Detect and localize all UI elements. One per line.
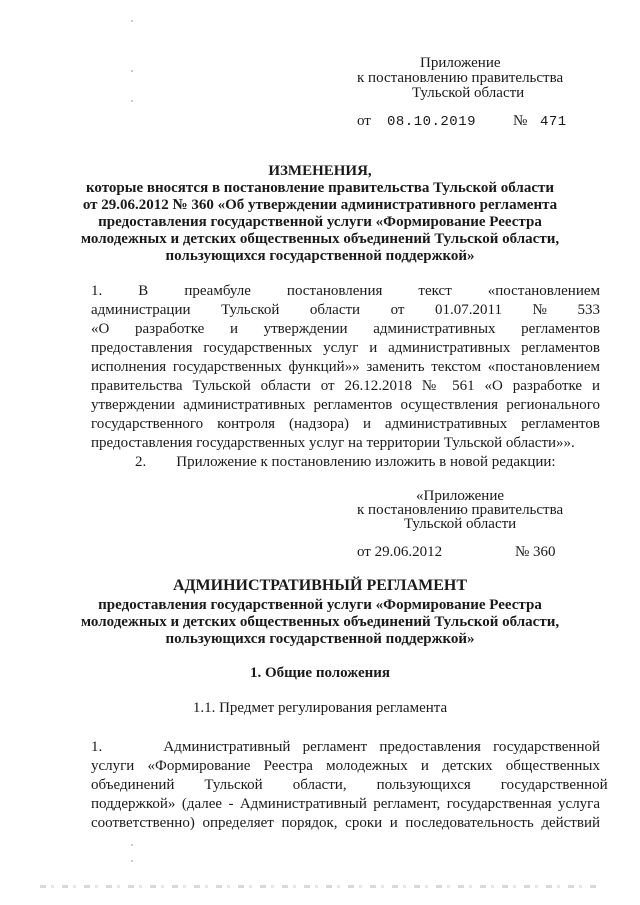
- inner-header-region: Тульской области: [404, 516, 517, 532]
- scan-dot: [131, 100, 133, 102]
- scan-dot: [131, 860, 133, 862]
- header-date: 08.10.2019: [387, 114, 477, 130]
- item1-line: утверждении административных регламентов осуществления регионального: [91, 397, 600, 413]
- scan-dot: [131, 20, 133, 22]
- item1-line: предоставления государственных услуг и административных регламентов: [91, 340, 600, 356]
- scan-dot: [131, 844, 133, 846]
- scan-dot: [131, 70, 133, 72]
- regulation-para-line: соответственно) определяет порядок, сроки и последовательность действий: [91, 815, 600, 831]
- header-number: 471: [540, 114, 567, 130]
- item1-last-line: предоставления государственных услуг на территории Тульской области»».: [91, 435, 575, 451]
- section-heading: 1. Общие положения: [249, 665, 391, 681]
- inner-header-number: № 360: [515, 544, 556, 560]
- header-from-label: от: [357, 113, 371, 129]
- regulation-subtitle-line: молодежных и детских общественных объединений Тульской области,: [80, 614, 560, 630]
- item1-line: 1. В преамбуле постановления текст «постановлением: [91, 283, 600, 299]
- header-appendix: Приложение: [420, 55, 501, 71]
- regulation-subtitle-line: предоставления государственной услуги «Формирование Реестра: [98, 597, 542, 613]
- item2-text: 2. Приложение к постановлению изложить в новой редакции:: [135, 454, 556, 470]
- inner-header-date: от 29.06.2012: [357, 544, 443, 560]
- changes-title: ИЗМЕНЕНИЯ,: [268, 163, 372, 179]
- regulation-subtitle-line: пользующихся государственной поддержкой»: [165, 631, 475, 647]
- header-decree: к постановлению правительства: [357, 70, 564, 86]
- item1-line: администрации Тульской области от 01.07.2011 № 533: [91, 302, 600, 318]
- item1-line: государственного контроля (надзора) и административных регламентов: [91, 416, 600, 432]
- item1-line: исполнения государственных функций»» заменить текстом «постановлением: [91, 359, 600, 375]
- inner-header-appendix: «Приложение: [416, 488, 505, 504]
- changes-subtitle-line: от 29.06.2012 № 360 «Об утверждении административного регламента: [82, 197, 558, 213]
- inner-header-decree: к постановлению правительства: [357, 502, 564, 518]
- header-number-label: №: [513, 113, 528, 129]
- changes-subtitle-line: которые вносятся в постановление правительства Тульской области: [85, 180, 555, 196]
- regulation-para-line: услуги «Формирование Реестра молодежных и детских общественных: [91, 758, 600, 774]
- changes-subtitle-line: предоставления государственной услуги «Формирование Реестра: [98, 214, 542, 230]
- changes-subtitle-line: молодежных и детских общественных объединений Тульской области,: [80, 231, 560, 247]
- header-region: Тульской области: [412, 85, 525, 101]
- regulation-para-line: поддержкой» (далее - Административный регламент, государственная услуга: [91, 796, 600, 812]
- regulation-para-line: объединений Тульской области, пользующихся государственной: [91, 777, 608, 793]
- subsection-heading: 1.1. Предмет регулирования регламента: [192, 700, 448, 716]
- item1-line: правительства Тульской области от 26.12.2018 № 561 «О разработке и: [91, 378, 600, 394]
- scan-edge-noise: [40, 885, 600, 888]
- item1-line: «О разработке и утверждении административных регламентов: [91, 321, 600, 337]
- regulation-title: АДМИНИСТРАТИВНЫЙ РЕГЛАМЕНТ: [172, 577, 468, 594]
- regulation-para-line: 1. Административный регламент предоставления государственной: [91, 739, 600, 755]
- changes-subtitle-line: пользующихся государственной поддержкой»: [165, 248, 475, 264]
